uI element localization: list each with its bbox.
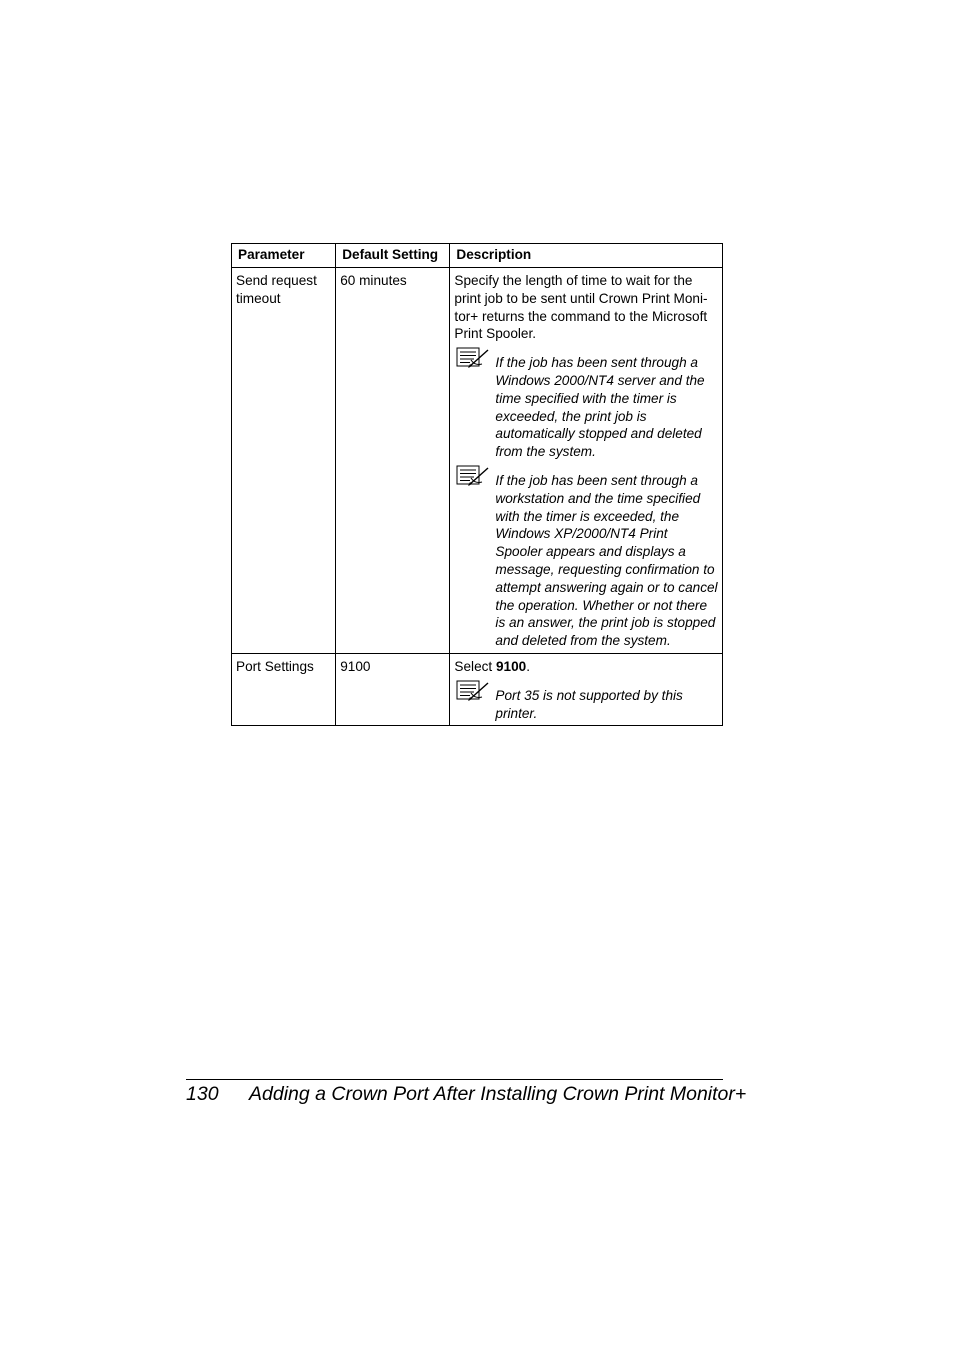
description-prefix: Select bbox=[454, 658, 496, 674]
description-text bbox=[454, 658, 718, 676]
cell-parameter: Port Settings bbox=[232, 653, 336, 725]
note-text: If the job has been sent through a Windows 2000/NT4 server and the time specified with the timer is exceeded, the print job is automatically stopped and deleted from the system. bbox=[495, 355, 705, 460]
cell-default: 9100 bbox=[336, 653, 450, 725]
note-text: If the job has been sent through a workstation and the time specified with the timer is exceeded, the Windows XP/2000/NT4 Print Spooler appears and displays a message, requesting confirmation to attempt answering again or to cancel the operation. Whether or not there is an answer, the print job is stopped and deleted from the system. bbox=[495, 472, 718, 649]
description-suffix: . bbox=[526, 658, 531, 674]
note-text: Port 35 is not supported by this printer. bbox=[495, 687, 683, 721]
header-parameter: Parameter bbox=[232, 244, 336, 268]
parameter-table bbox=[231, 243, 723, 726]
page-number: 130 bbox=[186, 1083, 219, 1105]
note-icon bbox=[456, 465, 490, 487]
note-icon bbox=[456, 347, 490, 369]
table-header-row bbox=[232, 244, 723, 268]
cell-default: 60 minutes bbox=[336, 268, 450, 654]
description-bold-value: 9100 bbox=[495, 658, 527, 674]
table-row bbox=[232, 653, 723, 725]
note bbox=[454, 687, 718, 723]
header-default-setting: Default Setting bbox=[336, 244, 450, 268]
footer-divider bbox=[186, 1079, 723, 1080]
cell-parameter: Send request timeout bbox=[232, 268, 336, 654]
description-text: Specify the length of time to wait for the print job to be sent until Crown Print Moni-tor+ returns the command to the Microsoft Print Spooler. bbox=[454, 273, 708, 342]
header-description: Description bbox=[450, 244, 723, 268]
table-row bbox=[232, 268, 723, 654]
note bbox=[454, 354, 718, 461]
cell-description bbox=[450, 268, 723, 654]
note bbox=[454, 472, 718, 650]
note-icon bbox=[456, 680, 490, 702]
cell-description bbox=[450, 653, 723, 725]
footer-title: Adding a Crown Port After Installing Crown Print Monitor+ bbox=[249, 1083, 747, 1105]
